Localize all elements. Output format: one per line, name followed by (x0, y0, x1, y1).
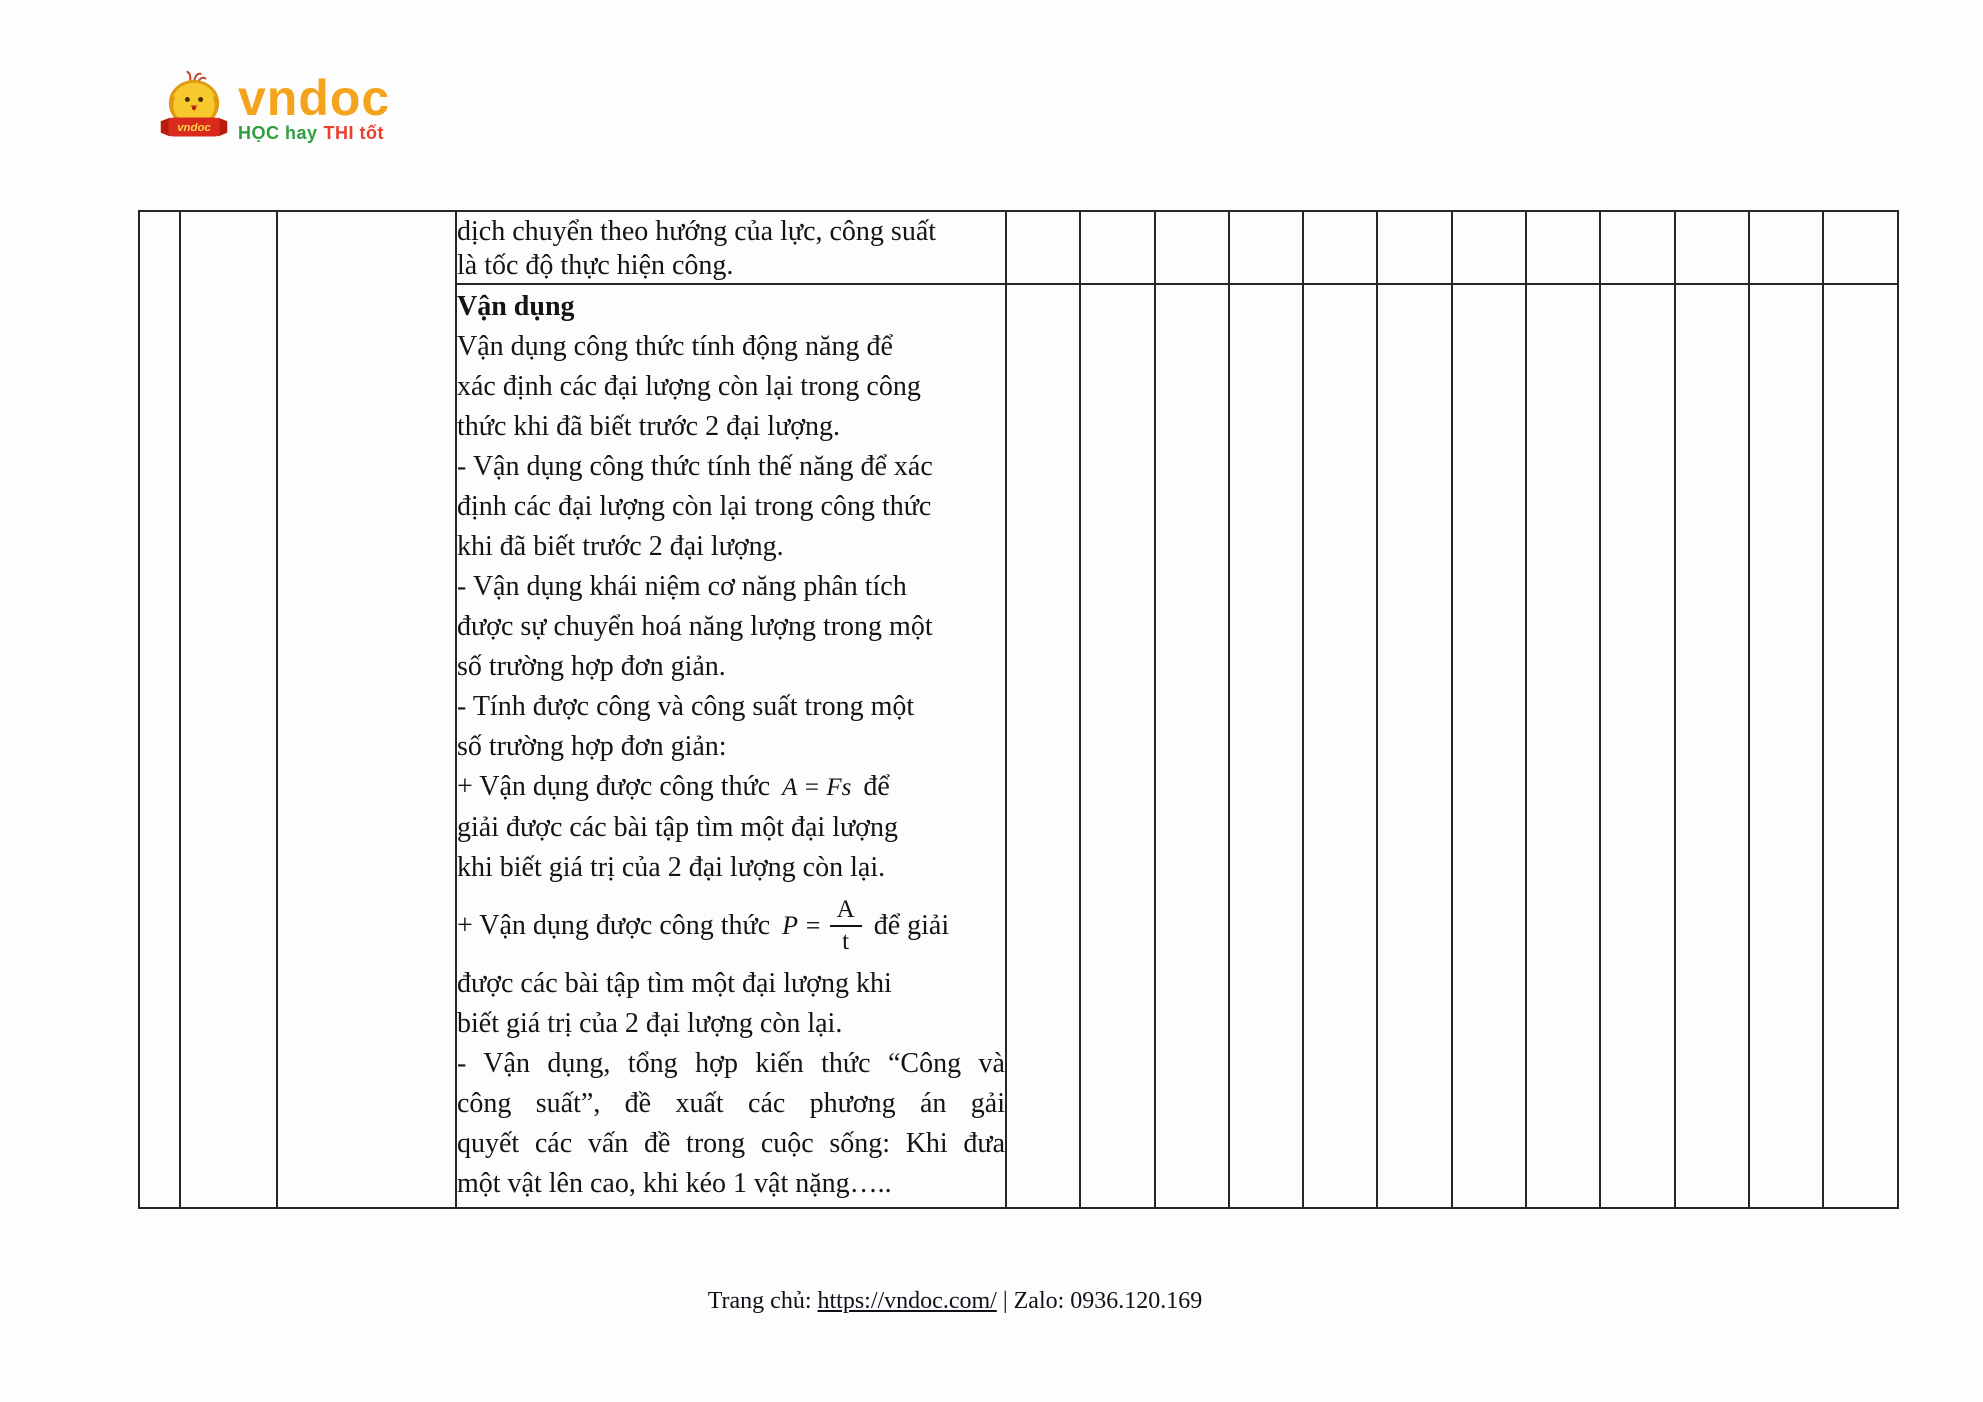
empty-grid-cell (1006, 284, 1080, 1208)
footer-suffix: | Zalo: 0936.120.169 (996, 1288, 1203, 1314)
empty-grid-cell (1229, 284, 1303, 1208)
empty-grid-cell (1080, 284, 1154, 1208)
formula-prefix: + Vận dụng được công thức (457, 771, 771, 802)
text-line: khi đã biết trước 2 đại lượng. (457, 531, 784, 562)
footer-prefix: Trang chủ: (707, 1288, 818, 1314)
text-line: định các đại lượng còn lại trong công thức (457, 491, 932, 522)
table-row (139, 211, 1898, 284)
text-line: khi biết giá trị của 2 đại lượng còn lại. (457, 852, 886, 883)
empty-grid-cell (1823, 211, 1897, 284)
mascot-banner-text: vndoc (177, 121, 211, 134)
text-line: giải được các bài tập tìm một đại lượng (457, 812, 898, 843)
requirement-cell-vandung (456, 284, 1006, 1208)
formula-a-fs: A = Fs (782, 774, 852, 801)
fraction-numerator: A (830, 896, 862, 927)
text-line: công suất”, đề xuất các phương án gải (457, 1088, 1005, 1119)
empty-grid-cell (1303, 211, 1377, 284)
empty-grid-cell (1526, 284, 1600, 1208)
empty-grid-cell (1600, 211, 1674, 284)
formula-prefix: + Vận dụng được công thức (457, 910, 771, 941)
empty-grid-cell (1749, 284, 1823, 1208)
empty-grid-cell (1080, 211, 1154, 284)
vndoc-mascot-icon (156, 70, 232, 146)
text-line: là tốc độ thực hiện công. (457, 250, 734, 281)
empty-grid-cell (1823, 284, 1897, 1208)
empty-grid-cell (1377, 211, 1451, 284)
empty-grid-cell (1006, 211, 1080, 284)
stt-cell (139, 211, 180, 1208)
text-line: - Vận dụng khái niệm cơ năng phân tích (457, 571, 907, 602)
empty-grid-cell (1452, 211, 1526, 284)
text-line: thức khi đã biết trước 2 đại lượng. (457, 411, 841, 442)
empty-grid-cell (1675, 284, 1749, 1208)
empty-grid-cell (1229, 211, 1303, 284)
formula-suffix: để giải (873, 910, 950, 941)
text-line: - Vận dụng, tổng hợp kiến thức “Công và (457, 1048, 1005, 1079)
text-line: một vật lên cao, khi kéo 1 vật nặng….. (457, 1168, 892, 1199)
formula-line-a-fs (457, 767, 1005, 808)
empty-grid-cell (1600, 284, 1674, 1208)
tagline-hoc-hay: HỌC hay (238, 123, 318, 143)
fraction-denominator: t (842, 928, 850, 955)
empty-grid-cell (1155, 284, 1229, 1208)
tagline-thi-tot: THI tốt (323, 123, 385, 143)
lesson-plan-table (138, 210, 1899, 1209)
empty-grid-cell (1675, 211, 1749, 284)
formula-suffix: để (863, 771, 890, 802)
fraction-a-over-t (830, 896, 862, 956)
text-line: xác định các đại lượng còn lại trong công (457, 371, 921, 402)
text-line: dịch chuyển theo hướng của lực, công suất (457, 216, 937, 247)
text-line: biết giá trị của 2 đại lượng còn lại. (457, 1008, 843, 1039)
formula-line-p-at (457, 888, 1005, 964)
empty-grid-cell (1303, 284, 1377, 1208)
empty-grid-cell (1377, 284, 1451, 1208)
empty-grid-cell (1526, 211, 1600, 284)
vndoc-logo (156, 70, 390, 146)
formula-p-equals: P = (782, 911, 822, 940)
empty-grid-cell (1452, 284, 1526, 1208)
vndoc-home-link[interactable]: https://vndoc.com/ (817, 1288, 997, 1314)
logo-tagline (238, 122, 390, 144)
vandung-heading: Vận dụng (457, 291, 575, 322)
text-line: số trường hợp đơn giản: (457, 731, 727, 762)
logo-wordmark: vndoc (238, 70, 391, 126)
text-line: được các bài tập tìm một đại lượng khi (457, 968, 892, 999)
text-line: - Tính được công và công suất trong một (457, 691, 915, 722)
text-line: quyết các vấn đề trong cuộc sống: Khi đưa (457, 1128, 1005, 1159)
text-line: Vận dụng công thức tính động năng để (457, 331, 893, 362)
requirement-cell-top (456, 211, 1006, 284)
empty-grid-cell (1155, 211, 1229, 284)
text-line: được sự chuyển hoá năng lượng trong một (457, 611, 933, 642)
noidung-cell (180, 211, 277, 1208)
empty-grid-cell (1749, 211, 1823, 284)
text-line: - Vận dụng công thức tính thế năng để xác (457, 451, 933, 482)
page-footer (0, 1288, 1910, 1315)
donvi-cell (277, 211, 456, 1208)
text-line: số trường hợp đơn giản. (457, 651, 726, 682)
logo-text-block (238, 70, 390, 144)
